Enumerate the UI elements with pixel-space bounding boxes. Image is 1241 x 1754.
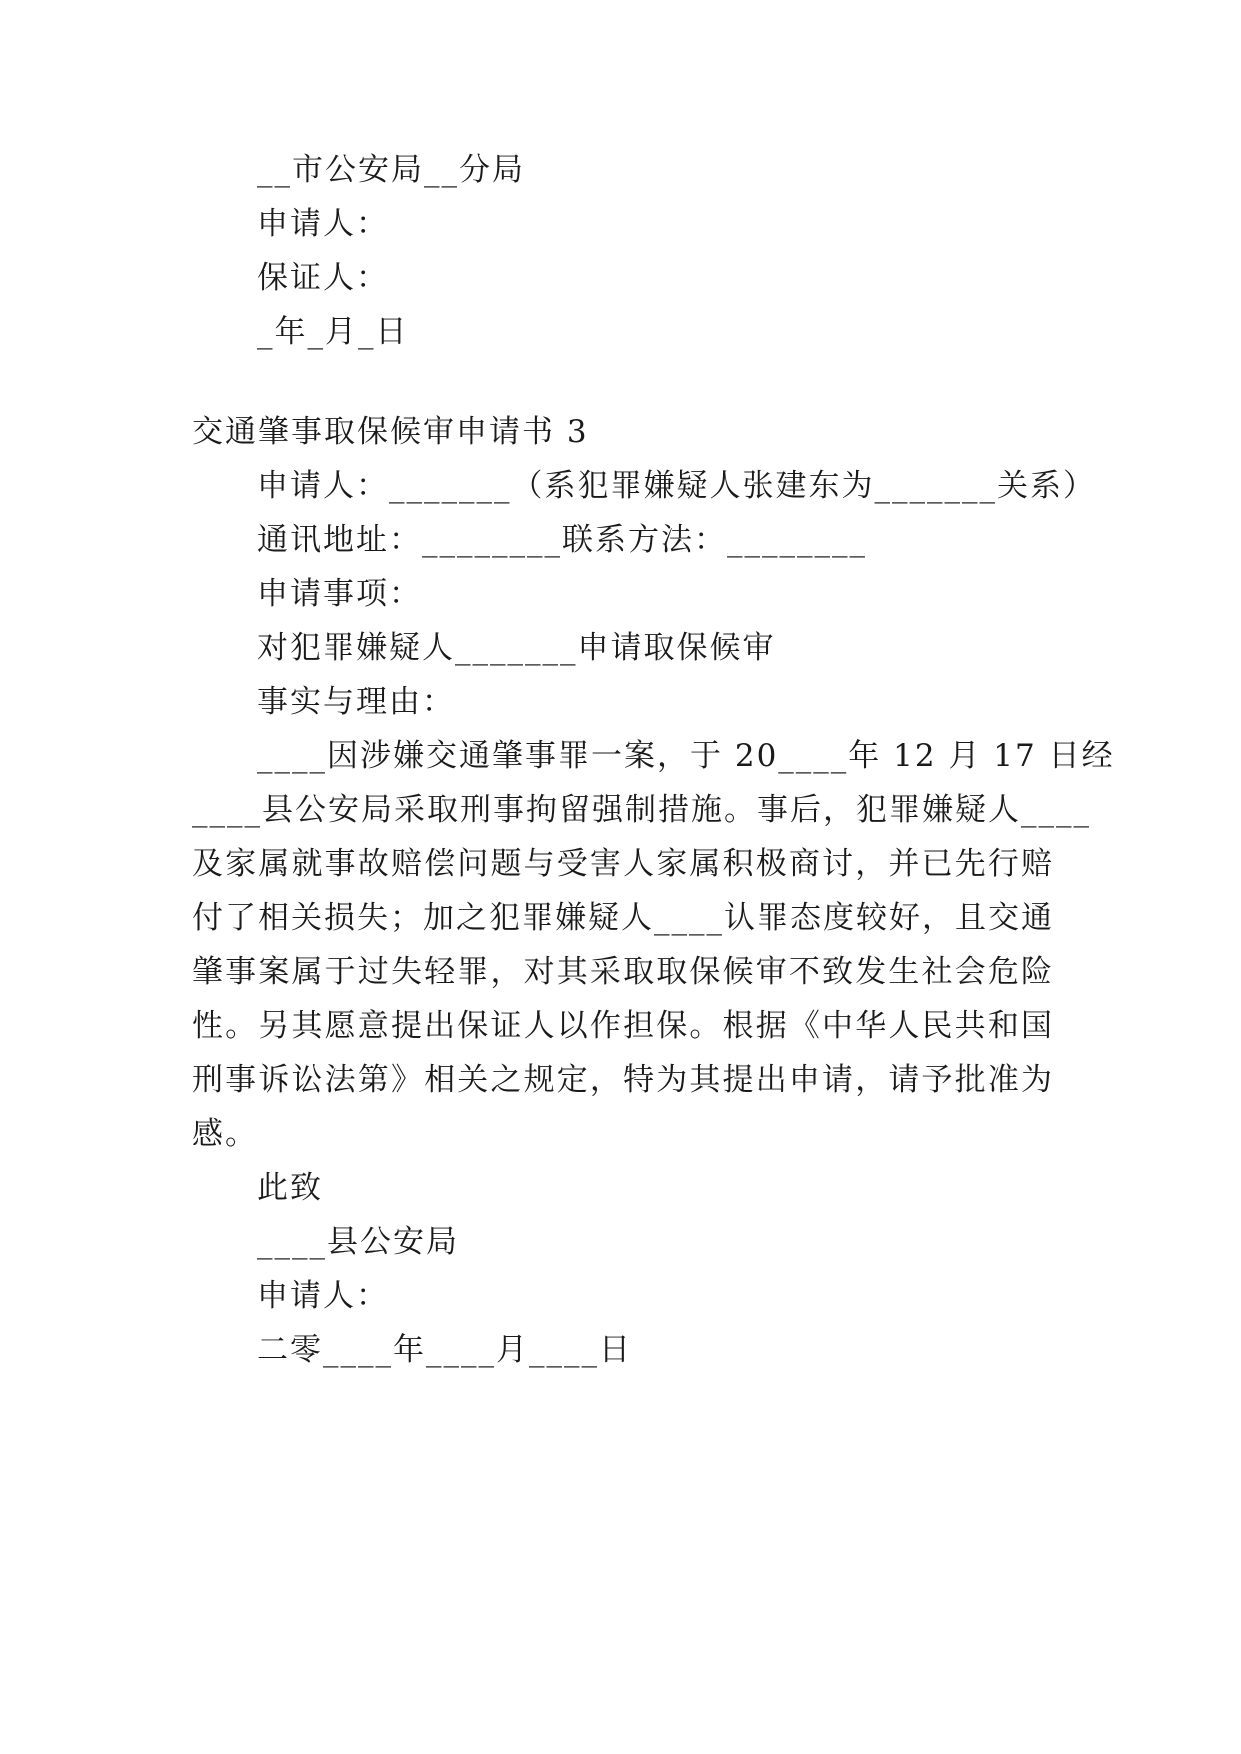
facts-paragraph-line: 肇事案属于过失轻罪，对其采取取保候审不致发生社会危险 (192, 954, 1054, 990)
facts-paragraph-line: 性。另其愿意提出保证人以作担保。根据《中华人民共和国 (192, 1008, 1054, 1044)
facts-paragraph-line: 刑事诉讼法第》相关之规定，特为其提出申请，请予批准为 (192, 1062, 1054, 1098)
date-line: _年_月_日 (257, 314, 409, 350)
facts-paragraph-line: 感。 (192, 1116, 258, 1152)
matters-label: 申请事项： (257, 576, 422, 612)
facts-paragraph-line: 及家属就事故赔偿问题与受害人家属积极商讨，并已先行赔 (192, 846, 1054, 882)
guarantor-label: 保证人： (257, 260, 389, 296)
closing-text: 此致 (257, 1170, 323, 1206)
applicant-label: 申请人： (257, 206, 389, 242)
contact-line: 通讯地址：________联系方法：________ (257, 522, 867, 558)
facts-paragraph-line: ____因涉嫌交通肇事罪一案，于 20____年 12 月 17 日经 (257, 738, 1115, 774)
document-title: 交通肇事取保候审申请书 3 (192, 414, 589, 450)
matters-text: 对犯罪嫌疑人_______申请取保候审 (257, 630, 776, 666)
signature-date: 二零____年____月____日 (257, 1332, 632, 1368)
recipient-line: ____县公安局 (257, 1224, 459, 1260)
facts-paragraph-line: 付了相关损失；加之犯罪嫌疑人____认罪态度较好，且交通 (192, 900, 1054, 936)
applicant-line: 申请人：_______（系犯罪嫌疑人张建东为_______关系） (257, 468, 1096, 504)
facts-label: 事实与理由： (257, 684, 455, 720)
bureau-line: __市公安局__分局 (257, 152, 525, 188)
signature-label: 申请人： (257, 1278, 389, 1314)
facts-paragraph-line: ____县公安局采取刑事拘留强制措施。事后，犯罪嫌疑人____ (192, 792, 1091, 828)
